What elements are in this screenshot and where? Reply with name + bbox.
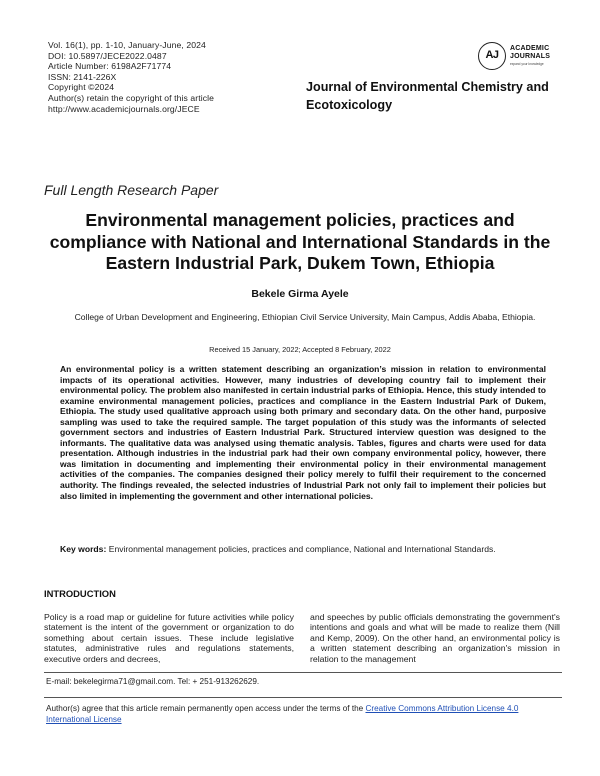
license-divider (44, 697, 562, 698)
intro-column-left: Policy is a road map or guideline for future activities while policy statement is the intent of the government or organization to do something about certain issues. These include legislative statutes, administrative rules and regulations statements, executive orders and decrees, (44, 612, 294, 664)
license-statement (46, 703, 562, 725)
keywords (60, 544, 546, 555)
license-link[interactable]: Creative Commons Attribution License 4.0 International License (46, 704, 519, 724)
author-name: Bekele Girma Ayele (251, 288, 349, 300)
paper-title: Environmental management policies, practices and compliance with National and International Standards in the Eastern Industrial Park, Dukem Town, Ethiopia (49, 210, 551, 273)
academic-journals-logo (478, 42, 568, 76)
corresponding-email: E-mail: bekelegirma71@gmail.com. Tel: + 251-913262629. (46, 677, 260, 686)
journal-url[interactable]: http://www.academicjournals.org/JECE (48, 103, 200, 114)
aj-logo-icon: AJ (478, 42, 506, 70)
logo-wordmark: ACADEMIC JOURNALS (510, 45, 551, 60)
section-heading-introduction: INTRODUCTION (44, 588, 116, 599)
journal-name: Journal of Environmental Chemistry and Ecotoxicology (306, 80, 549, 112)
issn-line: ISSN: 2141-226X (48, 71, 117, 82)
rights-line: Author(s) retain the copyright of this article (48, 92, 215, 103)
logo-tagline: expand your knowledge (510, 62, 544, 66)
abstract: An environmental policy is a written statement describing an organization’s mission in relation to environmental impacts of its operational activities. However, many industries of developing country fail to implement their environmental policy. The problem also manifested in certain industrial parks of Ethiopia. Hence, this study intended to examine environmental management policies, practices and compliance in the Eastern Industrial Park of Dukem, Ethiopia. The study used qualitative approach using both primary and secondary data. On the other hand, purposive sampling was used to take the required sample. The target population of this study was the informants of selected government sectors and industries of Eastern Industrial Park. Structured interview question was designed to the informants. The qualitative data was analysed using thematic analysis. Tables, figures and charts were used for data presentation. Although industries in the industrial park had their own company environmental policy, however, there was limitation in documenting and implementing their environmental policy in their environmental management activities of the companies. The companies designed their policy merely to fulfil their requirement to the concerned authority. The findings revealed, the selected industries of Industrial Park not only fail to implement their policies but also limited in implementing the government and other international policies. (60, 364, 546, 501)
keywords-label: Key words: (60, 544, 107, 554)
doi-line: DOI: 10.5897/JECE2022.0487 (48, 50, 167, 61)
author-affiliation: College of Urban Development and Engineering, Ethiopian Civil Service University, Main Campus, Addis Ababa, Ethiopia. (74, 312, 536, 322)
license-prefix: Author(s) agree that this article remain permanently open access under the terms of the (46, 704, 364, 713)
paper-type: Full Length Research Paper (44, 182, 219, 198)
received-accepted-dates: Received 15 January, 2022; Accepted 8 February, 2022 (209, 345, 391, 354)
keywords-text: Environmental management policies, practices and compliance, National and International Standards. (108, 544, 496, 554)
footer-divider (44, 672, 562, 673)
volume-line: Vol. 16(1), pp. 1-10, January-June, 2024 (48, 40, 206, 50)
intro-column-right: and speeches by public officials demonstrating the government's intentions and goals and what will be made to realize them (Nill and Kemp, 2009). On the other hand, an environmental policy is a written statement describing an organization's mission in relation to the management (310, 612, 560, 664)
article-number-line: Article Number: 6198A2F71774 (48, 61, 172, 72)
copyright-line: Copyright ©2024 (48, 82, 115, 93)
article-metadata (48, 40, 214, 114)
